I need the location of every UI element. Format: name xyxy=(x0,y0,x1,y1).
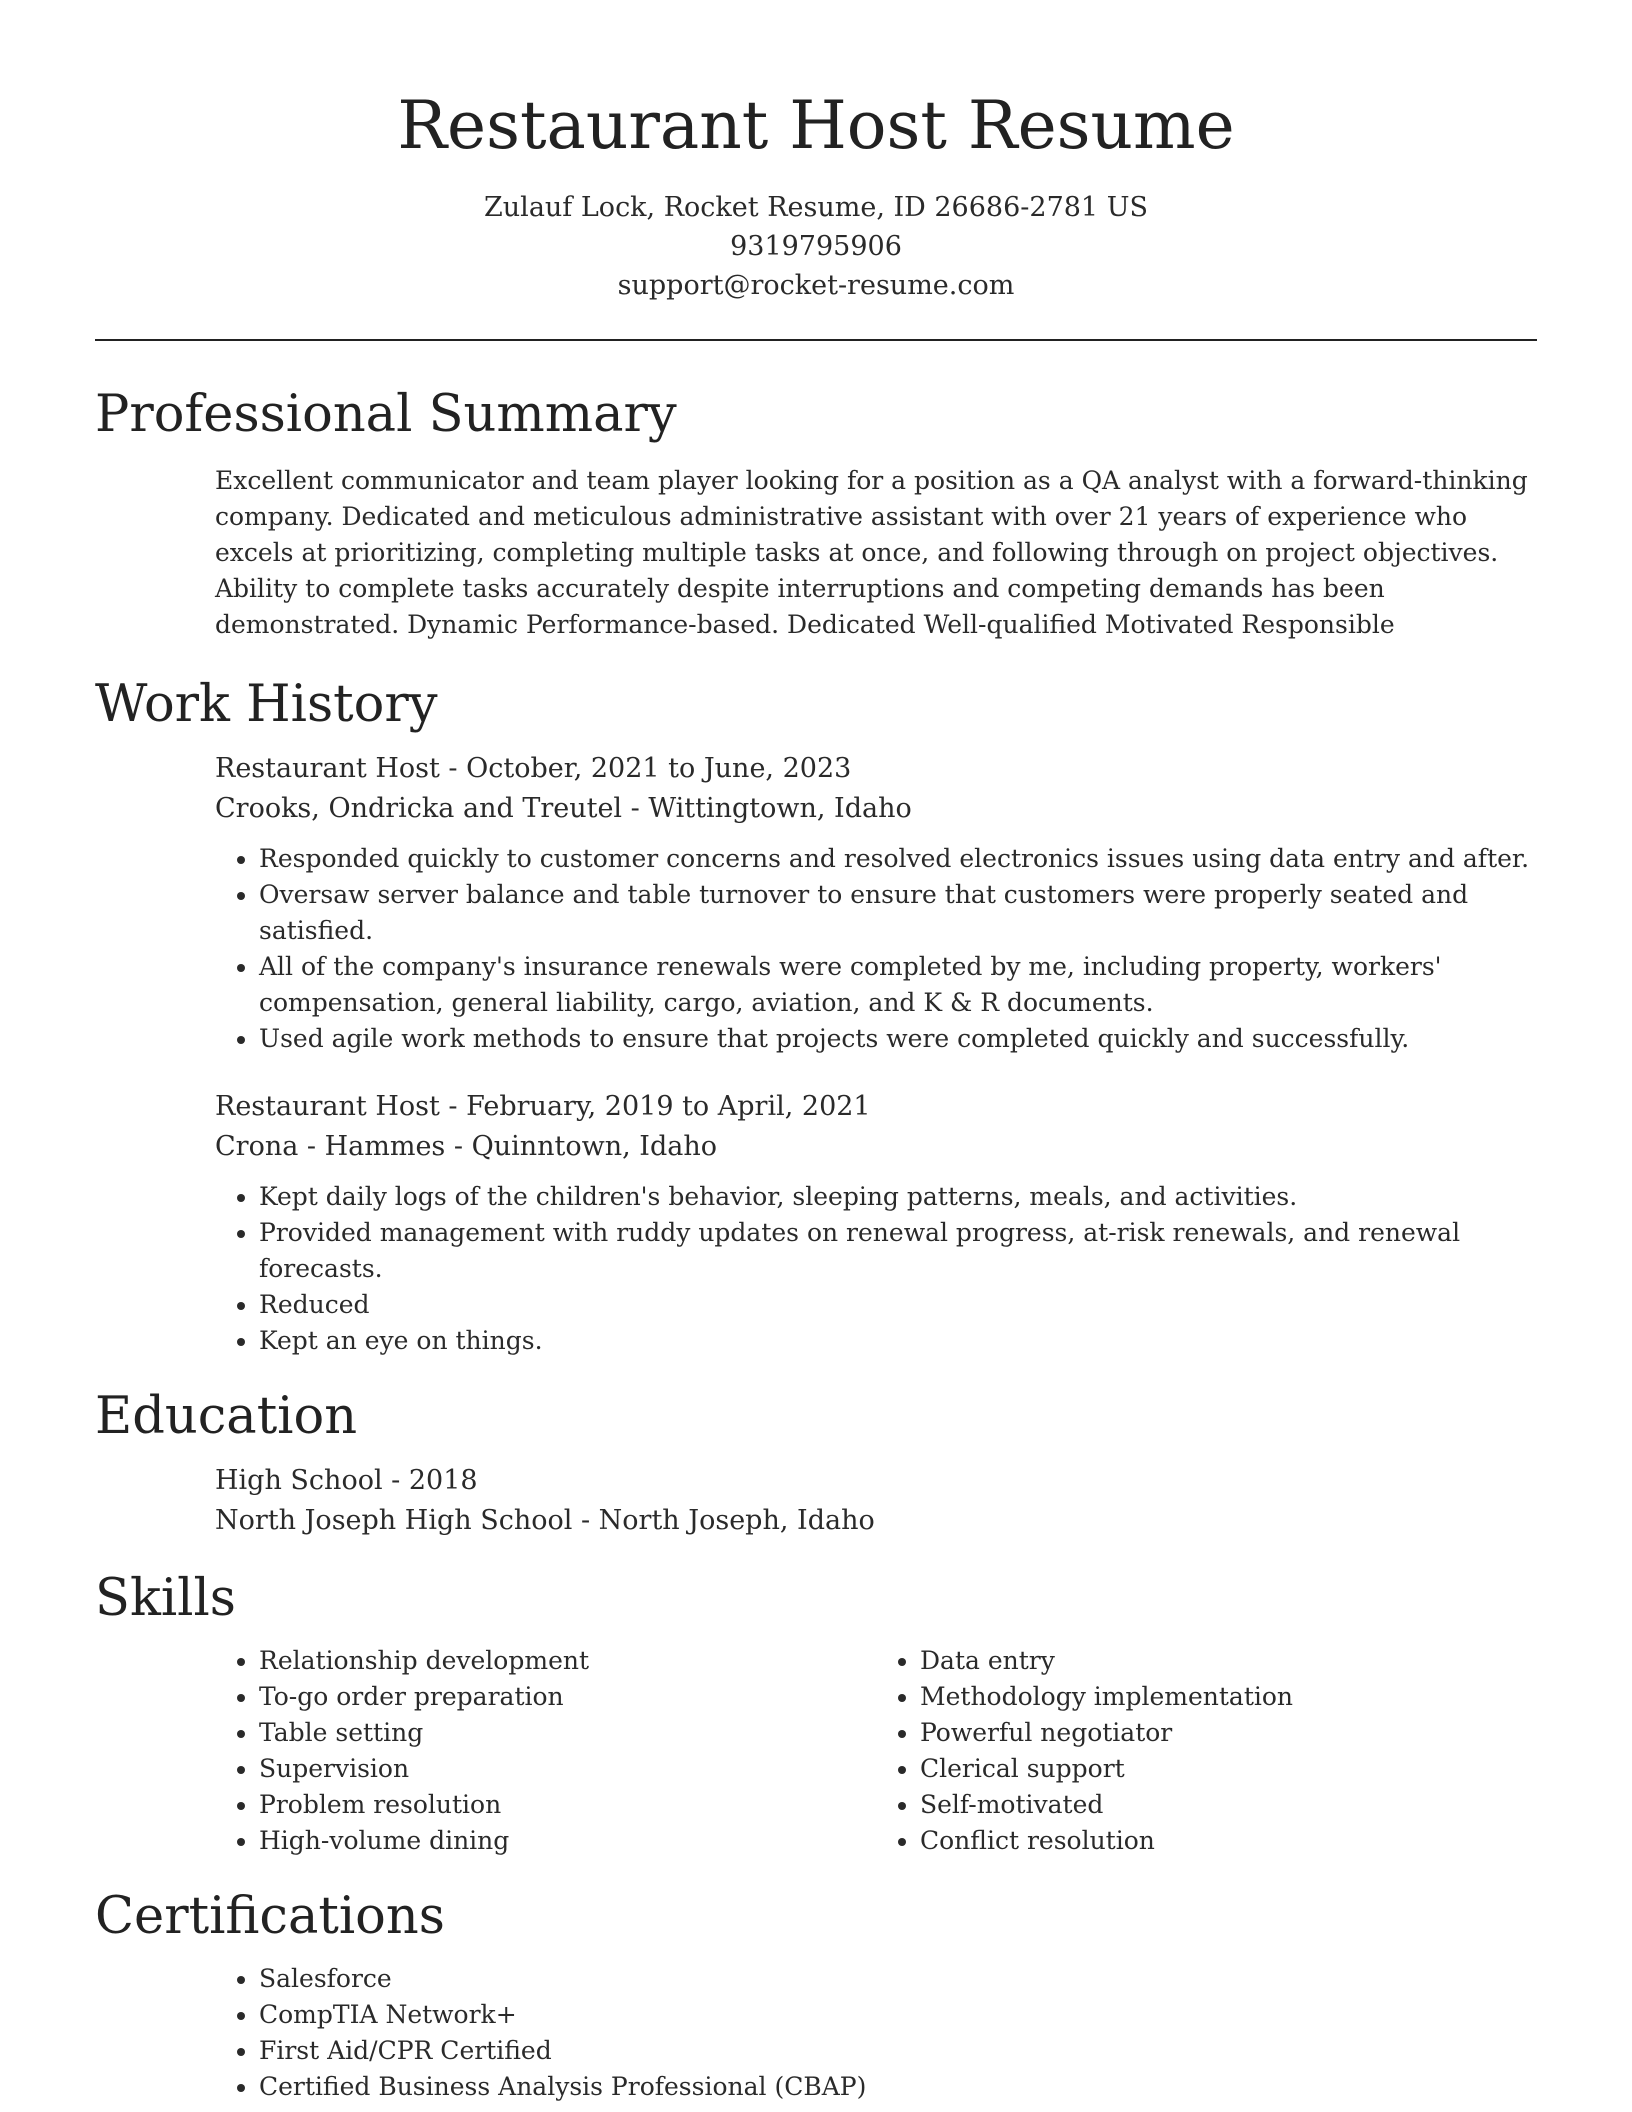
list-item: • Data entry xyxy=(920,1643,1537,1679)
work-heading: Work History xyxy=(95,675,438,734)
list-item: • CompTIA Network+ xyxy=(259,1997,1537,2033)
list-item: • Kept an eye on things. xyxy=(259,1323,1537,1359)
list-item: • Methodology implementation xyxy=(920,1679,1537,1715)
list-item: • All of the company's insurance renewals were completed by me, including property, workers' compensation, general liability, cargo, aviation, and K & R documents. xyxy=(259,949,1537,1021)
education-school-line xyxy=(215,1501,1537,1541)
education-degree: High School xyxy=(215,1465,383,1496)
skills-heading: Skills xyxy=(95,1569,236,1628)
job-title-line xyxy=(215,1087,1537,1127)
list-item: • Provided management with ruddy updates on renewal progress, at-risk renewals, and renewal forecasts. xyxy=(259,1215,1537,1287)
contact-block xyxy=(95,188,1537,305)
list-item: • Table setting xyxy=(259,1715,876,1751)
summary-text: Excellent communicator and team player looking for a position as a QA analyst with a forward-thinking company. Dedicated and meticulous administrative assistant with over 21 years of experience who excels at prioritizing, completing multiple tasks at once, and following through on project objectives. Ability to complete tasks accurately despite interruptions and competing demands has been demonstrated. Dynamic Performance-based. Dedicated Well-qualified Motivated Responsible xyxy=(215,466,1528,639)
list-item: • Reduced xyxy=(259,1287,1537,1323)
list-item: • Clerical support xyxy=(920,1751,1537,1787)
list-item: • Problem resolution xyxy=(259,1787,876,1823)
education-location: - North Joseph, Idaho xyxy=(572,1505,875,1536)
job-title: Restaurant Host xyxy=(215,1091,440,1122)
header-divider xyxy=(95,339,1537,341)
job-entry xyxy=(95,1087,1537,1359)
contact-address: Zulauf Lock, Rocket Resume, ID 26686-2781 US xyxy=(484,192,1148,223)
list-item: • Certified Business Analysis Professional (CBAP) xyxy=(259,2069,1537,2105)
resume-title: Restaurant Host Resume xyxy=(397,87,1235,164)
contact-email: support@rocket-resume.com xyxy=(617,270,1015,301)
job-entry xyxy=(95,749,1537,1057)
job-location: - Wittingtown, Idaho xyxy=(622,793,912,824)
job-bullets xyxy=(215,1179,1537,1359)
certifications-section xyxy=(95,1885,1537,2105)
certifications-heading: Certifications xyxy=(95,1887,445,1946)
list-item: • Conflict resolution xyxy=(920,1823,1537,1859)
list-item: • Used agile work methods to ensure that projects were completed quickly and successfully. xyxy=(259,1021,1537,1057)
list-item: • Self-motivated xyxy=(920,1787,1537,1823)
education-heading: Education xyxy=(95,1387,358,1446)
education-degree-line xyxy=(215,1461,1537,1501)
job-company: Crona - Hammes xyxy=(215,1131,446,1162)
job-bullets xyxy=(215,841,1537,1057)
job-dates: - October, 2021 to June, 2023 xyxy=(439,753,852,784)
job-title: Restaurant Host xyxy=(215,753,440,784)
education-year: - 2018 xyxy=(382,1465,478,1496)
skills-section xyxy=(95,1567,1537,1859)
list-item: • High-volume dining xyxy=(259,1823,876,1859)
contact-phone: 9319795906 xyxy=(730,231,902,262)
job-dates: - February, 2019 to April, 2021 xyxy=(439,1091,871,1122)
summary-section xyxy=(95,383,1537,643)
job-company: Crooks, Ondricka and Treutel xyxy=(215,793,623,824)
list-item: • Responded quickly to customer concerns and resolved electronics issues using data entry and after. xyxy=(259,841,1537,877)
job-title-line xyxy=(215,749,1537,789)
certifications-list xyxy=(215,1961,1537,2105)
education-school: North Joseph High School xyxy=(215,1505,573,1536)
job-company-line xyxy=(215,789,1537,829)
skills-list-right xyxy=(876,1643,1537,1859)
resume-header xyxy=(95,0,1537,305)
skills-list-left xyxy=(215,1643,876,1859)
list-item: • To-go order preparation xyxy=(259,1679,876,1715)
job-company-line xyxy=(215,1127,1537,1167)
work-section xyxy=(95,673,1537,1359)
job-location: - Quinntown, Idaho xyxy=(445,1131,717,1162)
summary-heading: Professional Summary xyxy=(95,385,677,444)
list-item: • Supervision xyxy=(259,1751,876,1787)
education-section xyxy=(95,1385,1537,1541)
list-item: • Oversaw server balance and table turnover to ensure that customers were properly seated and satisfied. xyxy=(259,877,1537,949)
list-item: • First Aid/CPR Certified xyxy=(259,2033,1537,2069)
list-item: • Powerful negotiator xyxy=(920,1715,1537,1751)
list-item: • Salesforce xyxy=(259,1961,1537,1997)
list-item: • Relationship development xyxy=(259,1643,876,1679)
list-item: • Kept daily logs of the children's behavior, sleeping patterns, meals, and activities. xyxy=(259,1179,1537,1215)
